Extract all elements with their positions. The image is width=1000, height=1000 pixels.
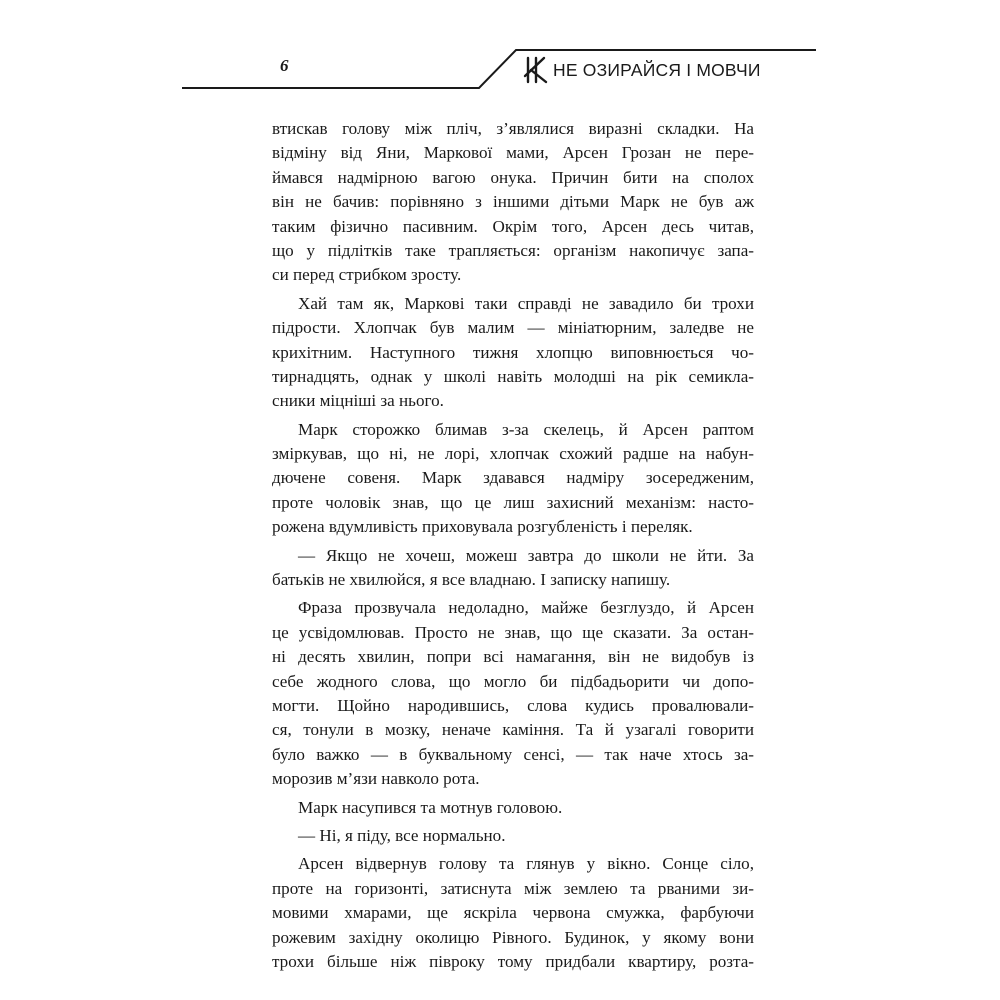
paragraph — [272, 292, 754, 414]
paragraph — [272, 117, 754, 288]
paragraph — [272, 824, 754, 848]
text-line: мовими хмарами, ще яскріла червона смужка, фарбуючи — [272, 903, 754, 923]
text-line: зміркував, що ні, не лорі, хлопчак схожий радше на набун- — [272, 444, 754, 464]
text-line: Марк насупився та мотнув головою. — [298, 797, 563, 817]
text-line: крихітним. Наступного тижня хлопцю виповнюється чо- — [272, 342, 754, 362]
text-line: — Ні, я піду, все нормально. — [298, 825, 506, 845]
text-line: проте на горизонті, затиснута між землею та рваними зи- — [272, 878, 754, 898]
text-line: ні десять хвилин, попри всі намагання, він не видобув із — [272, 647, 754, 667]
text-line: Фраза прозвучала недоладно, майже безглуздо, й Арсен — [298, 598, 754, 618]
paragraph — [272, 852, 754, 974]
text-line: себе жодного слова, що могло би підбадьорити чи допо- — [272, 671, 754, 691]
text-line: трохи більше ніж півроку тому придбали квартиру, розта- — [272, 951, 754, 971]
text-line: рожена вдумливість приховувала розгубленість і переляк. — [272, 517, 693, 537]
text-line: ймався надмірною вагою онука. Причин бити на сполох — [272, 167, 754, 187]
text-line: си перед стрибком зросту. — [272, 265, 462, 285]
body-text — [272, 117, 754, 974]
stylized-crossed-lines-logo-icon — [522, 56, 548, 84]
text-line: могти. Щойно народившись, слова кудись провалювали- — [272, 695, 754, 715]
text-line: Арсен відвернув голову та глянув у вікно. Сонце сіло, — [298, 854, 754, 874]
text-line: було важко — в буквальному сенсі, — так наче хтось за- — [272, 744, 754, 764]
text-line: рожевим західну околицю Рівного. Будинок, у якому вони — [272, 927, 754, 947]
running-title: НЕ ОЗИРАЙСЯ І МОВЧИ — [553, 60, 761, 80]
paragraph — [272, 796, 754, 820]
text-line: морозив м’язи навколо рота. — [272, 769, 480, 789]
text-line: проте чоловік знав, що це лиш захисний механізм: насто- — [272, 492, 754, 512]
text-line: тирнадцять, однак у школі навіть молодші на рік семикла- — [272, 366, 754, 386]
text-line: що у підлітків таке трапляється: організм накопичує запа- — [272, 240, 754, 260]
text-line: відміну від Яни, Маркової мами, Арсен Грозан не пере- — [272, 143, 754, 163]
paragraph — [272, 596, 754, 791]
text-line: дючене совеня. Марк здавався надміру зосередженим, — [272, 468, 754, 488]
text-line: підрости. Хлопчак був малим — мініатюрним, заледве не — [272, 318, 754, 338]
text-line: Марк сторожко блимав з-за скелець, й Арсен раптом — [298, 419, 754, 439]
text-line: це усвідомлював. Просто не знав, що ще сказати. За остан- — [272, 622, 754, 642]
text-line: втискав голову між пліч, з’являлися виразні складки. На — [272, 119, 754, 138]
text-line: — Якщо не хочеш, можеш завтра до школи не йти. За — [298, 545, 754, 565]
paragraph — [272, 544, 754, 593]
text-line: Хай там як, Маркові таки справді не завадило би трохи — [298, 293, 754, 313]
text-line: ся, тонули в мозку, неначе каміння. Та й узагалі говорити — [272, 720, 754, 740]
text-line: сники міцніші за нього. — [272, 391, 444, 411]
paragraph — [272, 418, 754, 540]
running-header — [182, 48, 816, 100]
text-line: він не бачив: порівняно з іншими дітьми Марк не був аж — [272, 192, 754, 212]
text-line: батьків не хвилюйся, я все владнаю. І записку напишу. — [272, 570, 671, 590]
page-number: 6 — [280, 56, 289, 75]
text-line: таким фізично пасивним. Окрім того, Арсен десь читав, — [272, 216, 754, 236]
